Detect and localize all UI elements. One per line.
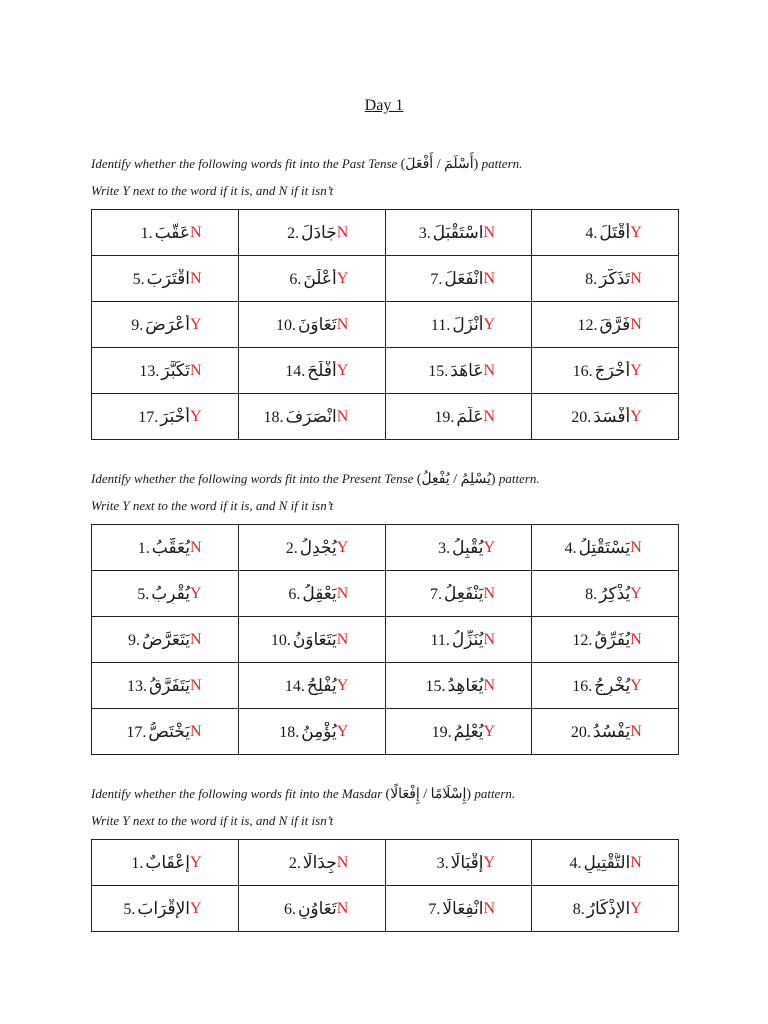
arabic-word: فَرَّقَ xyxy=(599,314,631,334)
arabic-word: أَقْتَلَ xyxy=(599,222,631,242)
arabic-word: يُجْدِلُ xyxy=(299,537,337,557)
word-cell xyxy=(385,840,532,886)
arabic-word: يُنَزِّلُ xyxy=(451,629,484,649)
item-number: 10. xyxy=(275,316,296,334)
item-number: 6. xyxy=(289,270,302,288)
arabic-word: يُفْلِحُ xyxy=(306,675,337,695)
item-number: 4. xyxy=(564,539,577,557)
answer-mark: Y xyxy=(483,722,496,740)
word-cell xyxy=(532,525,679,571)
arabic-word: يُعْلِمُ xyxy=(453,721,484,741)
answer-mark: N xyxy=(630,722,642,740)
item-number: 13. xyxy=(139,362,160,380)
answer-mark: Y xyxy=(630,676,642,694)
arabic-word: أَنْزَلَ xyxy=(452,314,484,334)
word-cell xyxy=(532,886,679,932)
word-cell xyxy=(532,348,679,394)
word-cell xyxy=(532,709,679,755)
answer-table xyxy=(91,209,679,440)
answer-mark: N xyxy=(630,853,642,871)
word-cell xyxy=(385,210,532,256)
arabic-word: يَعْقِلُ xyxy=(302,583,337,603)
word-cell xyxy=(532,571,679,617)
word-cell xyxy=(532,663,679,709)
instruction-line xyxy=(91,780,679,807)
arabic-word: يُفَرِّقُ xyxy=(594,629,631,649)
present-tense-section xyxy=(91,465,679,755)
item-number: 10. xyxy=(270,631,291,649)
item-number: 7. xyxy=(429,585,442,603)
word-cell xyxy=(238,617,385,663)
table-row xyxy=(92,840,679,886)
word-cell xyxy=(92,525,239,571)
answer-mark: N xyxy=(630,538,642,556)
answer-mark: Y xyxy=(190,315,202,333)
arabic-word: عَاهَدَ xyxy=(450,360,484,380)
item-number: 14. xyxy=(284,677,305,695)
answer-mark: N xyxy=(630,630,642,648)
answer-mark: Y xyxy=(336,538,349,556)
word-cell xyxy=(385,302,532,348)
item-number: 16. xyxy=(572,677,593,695)
answer-mark: N xyxy=(190,361,202,379)
table-row xyxy=(92,525,679,571)
item-number: 12. xyxy=(572,631,593,649)
item-number: 6. xyxy=(283,900,296,918)
arabic-word: أَفْلَحَ xyxy=(307,360,337,380)
word-cell xyxy=(385,617,532,663)
item-number: 3. xyxy=(436,854,449,872)
answer-mark: Y xyxy=(336,722,349,740)
answer-mark: Y xyxy=(190,407,202,425)
answer-mark: N xyxy=(630,269,642,287)
arabic-word: جَادَلَ xyxy=(301,222,337,242)
answer-mark: N xyxy=(483,676,496,694)
item-number: 13. xyxy=(126,677,147,695)
table-row xyxy=(92,663,679,709)
word-cell xyxy=(92,348,239,394)
instruction-suffix: pattern. xyxy=(481,156,523,171)
answer-mark: N xyxy=(336,315,349,333)
table-row xyxy=(92,348,679,394)
answer-mark: N xyxy=(190,269,202,287)
table-row xyxy=(92,210,679,256)
word-cell xyxy=(532,210,679,256)
answer-mark: N xyxy=(630,315,642,333)
word-cell xyxy=(385,886,532,932)
arabic-word: يُعَاهِدُ xyxy=(447,675,484,695)
item-number: 2. xyxy=(285,539,298,557)
item-number: 17. xyxy=(126,723,147,741)
item-number: 5. xyxy=(123,900,136,918)
item-number: 20. xyxy=(570,723,591,741)
item-number: 3. xyxy=(438,539,451,557)
item-number: 18. xyxy=(279,723,300,741)
arabic-word: تَعَاوُنٍ xyxy=(297,898,337,918)
arabic-word: يَسْتَقْتِلُ xyxy=(578,537,631,557)
item-number: 4. xyxy=(585,224,598,242)
answer-mark: N xyxy=(483,223,496,241)
instruction-text: Identify whether the following words fit into the Present Tense xyxy=(91,471,414,486)
answer-mark: Y xyxy=(630,584,642,602)
item-number: 16. xyxy=(572,362,593,380)
pattern-arabic: (يُسْلِمُ / يُفْعِلُ) xyxy=(416,472,496,487)
masdar-section xyxy=(91,780,679,932)
item-number: 8. xyxy=(572,900,585,918)
item-number: 1. xyxy=(137,539,150,557)
arabic-word: اقْتَرَبَ xyxy=(146,268,190,288)
answer-mark: Y xyxy=(630,407,642,425)
word-cell xyxy=(385,571,532,617)
word-cell xyxy=(92,256,239,302)
answer-mark: Y xyxy=(630,899,642,917)
answer-mark: N xyxy=(190,223,202,241)
answer-mark: Y xyxy=(190,853,202,871)
answer-mark: Y xyxy=(190,584,202,602)
word-cell xyxy=(92,571,239,617)
instruction-line xyxy=(91,465,679,492)
item-number: 17. xyxy=(138,408,159,426)
arabic-word: اسْتَقْبَلَ xyxy=(432,222,484,242)
table-row xyxy=(92,302,679,348)
instruction-line-2: Write Y next to the word if it is, and N if it isn’t xyxy=(91,813,334,828)
word-cell xyxy=(532,617,679,663)
item-number: 7. xyxy=(428,900,441,918)
arabic-word: أَفْسَدَ xyxy=(593,406,631,426)
item-number: 4. xyxy=(569,854,582,872)
arabic-word: يَتَعَاوَنُ xyxy=(292,629,337,649)
arabic-word: يَخْتَصُّ xyxy=(148,721,190,741)
arabic-word: يُقْبِلُ xyxy=(452,537,484,557)
instruction-suffix: pattern. xyxy=(498,471,540,486)
item-number: 8. xyxy=(585,585,598,603)
table-row xyxy=(92,394,679,440)
arabic-word: يَتَعَرَّضُ xyxy=(142,629,190,649)
table-row xyxy=(92,709,679,755)
word-cell xyxy=(238,571,385,617)
word-cell xyxy=(238,709,385,755)
arabic-word: أَعْرَضَ xyxy=(145,314,190,334)
arabic-word: انْفَعَلَ xyxy=(444,268,484,288)
arabic-word: يَفْسُدُ xyxy=(592,721,631,741)
answer-mark: N xyxy=(190,676,202,694)
word-cell xyxy=(92,840,239,886)
arabic-word: عَلَّمَ xyxy=(456,406,484,426)
arabic-word: تَكَبَّرَ xyxy=(161,360,190,380)
item-number: 8. xyxy=(585,270,598,288)
answer-mark: N xyxy=(190,630,202,648)
word-cell xyxy=(92,709,239,755)
arabic-word: أَخْبَرَ xyxy=(160,406,190,426)
word-cell xyxy=(238,886,385,932)
item-number: 20. xyxy=(571,408,592,426)
arabic-word: الإِقْرَابَ xyxy=(137,898,190,918)
answer-mark: N xyxy=(483,584,496,602)
word-cell xyxy=(238,256,385,302)
word-cell xyxy=(532,394,679,440)
arabic-word: أَعْلَنَ xyxy=(303,268,337,288)
pattern-arabic: (إِسْلَامًا / إِفْعَالًا) xyxy=(385,787,472,802)
word-cell xyxy=(385,663,532,709)
arabic-word: انْصَرَفَ xyxy=(285,406,337,426)
arabic-word: الإِذْكَارُ xyxy=(586,898,631,918)
word-cell xyxy=(92,886,239,932)
arabic-word: جِدَالًا xyxy=(302,852,337,872)
word-cell xyxy=(385,348,532,394)
item-number: 9. xyxy=(128,631,140,649)
past-tense-section xyxy=(91,150,679,440)
arabic-word: يَنْفَعِلُ xyxy=(443,583,484,603)
item-number: 9. xyxy=(131,316,144,334)
answer-mark: N xyxy=(483,630,496,648)
answer-mark: N xyxy=(483,269,496,287)
arabic-word: إِقْبَالًا xyxy=(450,852,484,872)
instruction-line-2: Write Y next to the word if it is, and N if it isn’t xyxy=(91,183,334,198)
answer-mark: Y xyxy=(483,538,496,556)
answer-mark: N xyxy=(336,407,349,425)
item-number: 2. xyxy=(288,854,301,872)
answer-mark: N xyxy=(483,899,496,917)
word-cell xyxy=(385,394,532,440)
word-cell xyxy=(532,256,679,302)
instruction-line xyxy=(91,150,679,177)
word-cell xyxy=(92,210,239,256)
arabic-word: عَقَّبَ xyxy=(154,222,190,242)
word-cell xyxy=(92,617,239,663)
pattern-arabic: (أَسْلَمَ / أَفْعَلَ) xyxy=(400,157,479,172)
arabic-word: يُذْكِرُ xyxy=(599,583,631,603)
answer-mark: Y xyxy=(336,269,349,287)
item-number: 11. xyxy=(430,631,450,649)
page-title: Day 1 xyxy=(364,97,404,114)
answer-mark: Y xyxy=(336,676,349,694)
word-cell xyxy=(385,709,532,755)
answer-mark: N xyxy=(336,584,349,602)
table-row xyxy=(92,256,679,302)
arabic-word: يَتَفَرَّقُ xyxy=(148,675,190,695)
item-number: 5. xyxy=(137,585,150,603)
answer-mark: N xyxy=(336,223,349,241)
table-row xyxy=(92,886,679,932)
answer-mark: N xyxy=(336,630,349,648)
word-cell xyxy=(92,663,239,709)
answer-mark: Y xyxy=(483,315,496,333)
item-number: 5. xyxy=(132,270,145,288)
table-row xyxy=(92,617,679,663)
arabic-word: أَخْرَجَ xyxy=(594,360,631,380)
instruction-text: Identify whether the following words fit into the Past Tense xyxy=(91,156,398,171)
arabic-word: انْفِعَالًا xyxy=(442,898,484,918)
instruction-suffix: pattern. xyxy=(474,786,516,801)
word-cell xyxy=(238,394,385,440)
answer-table xyxy=(91,524,679,755)
answer-table xyxy=(91,839,679,932)
item-number: 3. xyxy=(418,224,431,242)
word-cell xyxy=(532,840,679,886)
answer-mark: N xyxy=(483,407,496,425)
arabic-word: تَذَكَّرَ xyxy=(599,268,631,288)
item-number: 11. xyxy=(430,316,451,334)
item-number: 6. xyxy=(288,585,301,603)
item-number: 2. xyxy=(287,224,300,242)
word-cell xyxy=(238,840,385,886)
answer-mark: N xyxy=(336,853,349,871)
instruction-text: Identify whether the following words fit into the Masdar xyxy=(91,786,383,801)
answer-mark: Y xyxy=(630,361,642,379)
word-cell xyxy=(385,256,532,302)
item-number: 7. xyxy=(430,270,443,288)
answer-mark: N xyxy=(190,722,202,740)
answer-mark: N xyxy=(336,899,349,917)
arabic-word: يُخْرِجُ xyxy=(594,675,631,695)
word-cell xyxy=(238,663,385,709)
word-cell xyxy=(238,210,385,256)
item-number: 12. xyxy=(577,316,598,334)
arabic-word: تَعَاوَنَ xyxy=(297,314,337,334)
instruction-line-2: Write Y next to the word if it is, and N if it isn’t xyxy=(91,498,334,513)
item-number: 15. xyxy=(428,362,449,380)
answer-mark: Y xyxy=(190,899,202,917)
answer-mark: N xyxy=(190,538,202,556)
word-cell xyxy=(385,525,532,571)
item-number: 18. xyxy=(263,408,284,426)
answer-mark: N xyxy=(483,361,496,379)
answer-mark: Y xyxy=(336,361,349,379)
arabic-word: يُؤْمِنُ xyxy=(301,721,337,741)
word-cell xyxy=(238,348,385,394)
item-number: 1. xyxy=(140,224,153,242)
word-cell xyxy=(238,302,385,348)
answer-mark: Y xyxy=(483,853,496,871)
word-cell xyxy=(238,525,385,571)
item-number: 19. xyxy=(431,723,452,741)
table-row xyxy=(92,571,679,617)
item-number: 15. xyxy=(425,677,446,695)
arabic-word: يُقْرِبُ xyxy=(151,583,190,603)
arabic-word: يُعَقِّبُ xyxy=(151,537,190,557)
arabic-word: إِعْقَابٌ xyxy=(145,852,190,872)
answer-mark: Y xyxy=(630,223,642,241)
word-cell xyxy=(92,394,239,440)
item-number: 19. xyxy=(434,408,455,426)
arabic-word: التَّقْتِيلِ xyxy=(583,852,631,872)
item-number: 14. xyxy=(285,362,306,380)
word-cell xyxy=(92,302,239,348)
word-cell xyxy=(532,302,679,348)
item-number: 1. xyxy=(131,854,144,872)
